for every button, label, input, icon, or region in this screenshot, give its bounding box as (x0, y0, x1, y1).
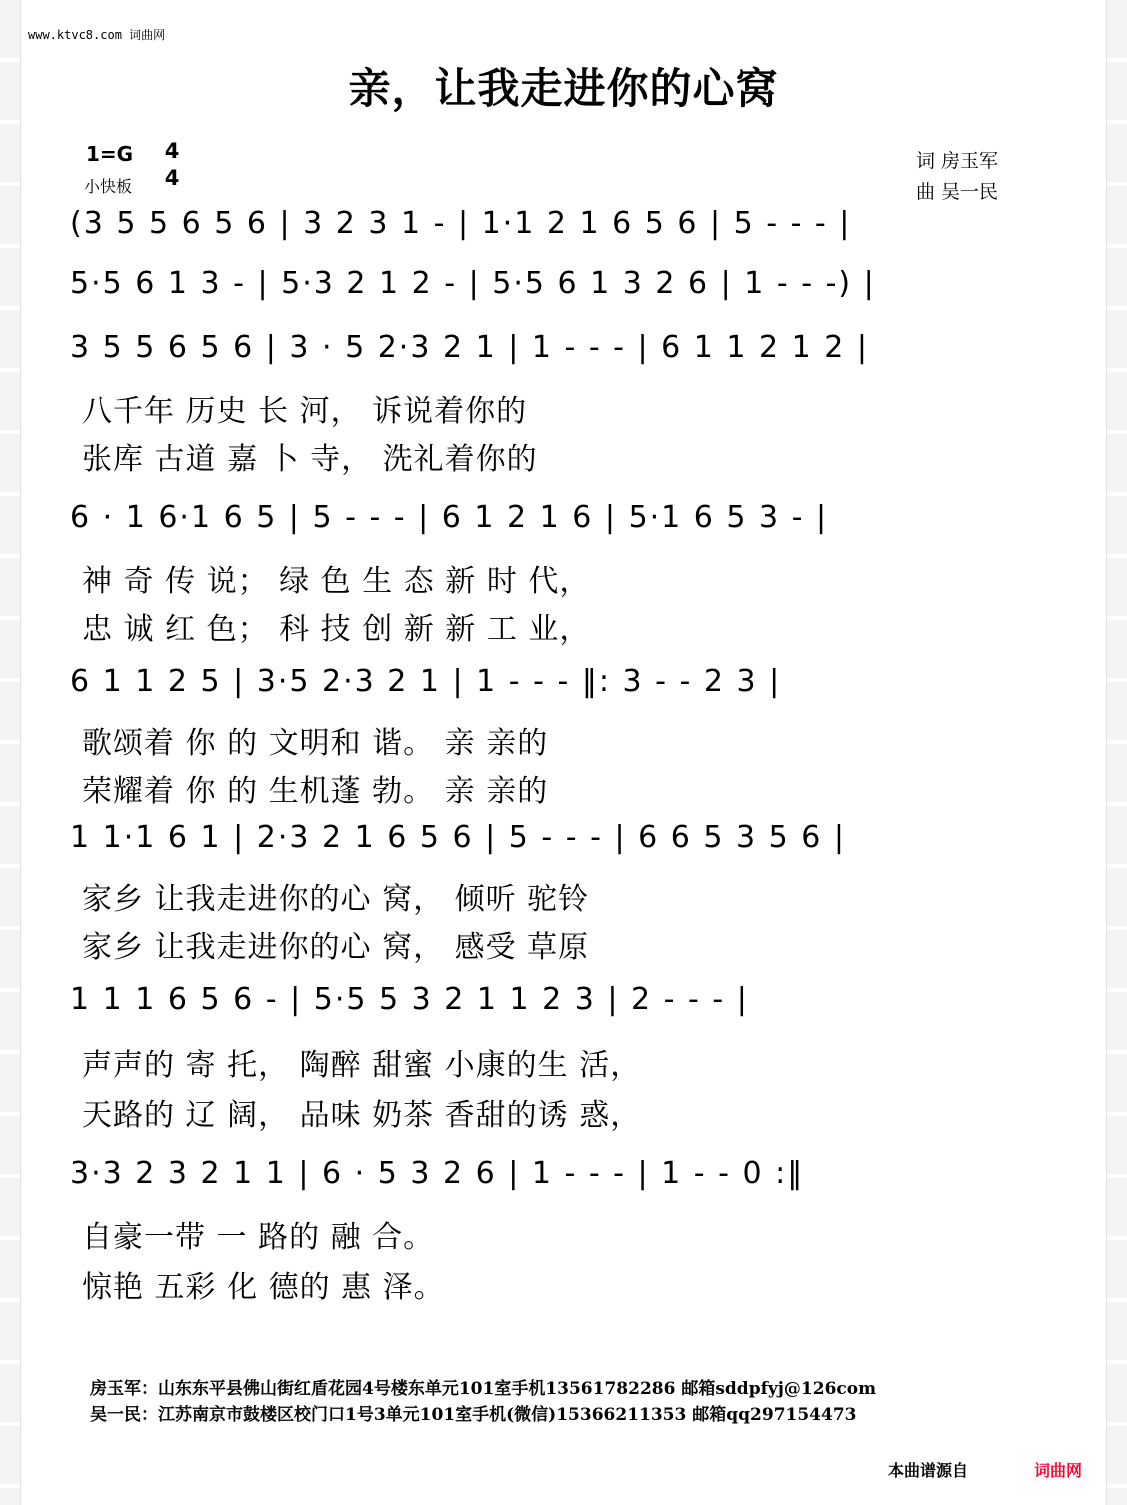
lyric-line: 惊艳 五彩 化 德的 惠 泽。 (82, 1270, 445, 1305)
source-label: 本曲谱源自 (888, 1461, 969, 1480)
right-watermark-strip (1106, 0, 1127, 1505)
composer: 曲 吴一民 (916, 181, 999, 203)
lyric-line: 荣耀着 你 的 生机蓬 勃。 亲 亲的 (82, 774, 549, 809)
lyric-line: 神 奇 传 说； 绿 色 生 态 新 时 代， (82, 564, 591, 599)
notation-line: (3 5 5 6 5 6 | 3 2 3 1 - | 1·1 2 1 6 5 6 | 5 - - - | (70, 206, 852, 241)
key-signature: 1=G (86, 142, 134, 166)
notation-line: 5·5 6 1 3 - | 5·3 2 1 2 - | 5·5 6 1 3 2 6 | 1 - - -) | (70, 266, 876, 301)
lyric-line: 天路的 辽 阔， 品味 奶茶 香甜的诱 惑， (82, 1098, 642, 1133)
watermark-url: www.ktvc8.com 词曲网 (28, 28, 166, 42)
lyric-line: 张库 古道 嘉 卜 寺， 洗礼着你的 (82, 442, 538, 477)
notation-line: 1 1 1 6 5 6 - | 5·5 5 3 2 1 1 2 3 | 2 - - - | (70, 982, 749, 1017)
lyric-line: 忠 诚 红 色； 科 技 创 新 新 工 业， (82, 612, 591, 647)
notation-line: 3·3 2 3 2 1 1 | 6 · 5 3 2 6 | 1 - - - | 1 - - 0 :‖ (70, 1156, 805, 1191)
left-watermark-strip (0, 0, 21, 1505)
lyric-line: 歌颂着 你 的 文明和 谐。 亲 亲的 (82, 726, 549, 761)
lyric-line: 家乡 让我走进你的心 窝， 感受 草原 (82, 930, 590, 965)
lyric-line: 声声的 寄 托， 陶醉 甜蜜 小康的生 活， (82, 1048, 642, 1083)
lyricist: 词 房玉军 (916, 150, 999, 172)
notation-line: 3 5 5 6 5 6 | 3 · 5 2·3 2 1 | 1 - - - | 6 1 1 2 1 2 | (70, 330, 870, 365)
source-site-link[interactable]: 词曲网 (1034, 1461, 1083, 1480)
time-signature-bottom: 4 (164, 166, 180, 190)
lyric-line: 自豪一带 一 路的 融 合。 (82, 1220, 435, 1255)
lyric-line: 八千年 历史 长 河， 诉说着你的 (82, 394, 528, 429)
contact-lyricist: 房玉军：山东东平县佛山街红盾花园4号楼东单元101室手机13561782286 邮箱sddpfyj@126com (90, 1379, 877, 1399)
contact-composer: 吴一民：江苏南京市鼓楼区校门口1号3单元101室手机(微信)15366211353 邮箱qq297154473 (90, 1405, 857, 1425)
credits (916, 146, 998, 208)
tempo-marking: 小快板 (84, 177, 133, 196)
notation-line: 6 1 1 2 5 | 3·5 2·3 2 1 | 1 - - - ‖: 3 - - 2 3 | (70, 664, 782, 699)
notation-line: 1 1·1 6 1 | 2·3 2 1 6 5 6 | 5 - - - | 6 6 5 3 5 6 | (70, 820, 846, 855)
notation-line: 6 · 1 6·1 6 5 | 5 - - - | 6 1 2 1 6 | 5·1 6 5 3 - | (70, 500, 829, 535)
time-signature (162, 138, 182, 192)
lyric-line: 家乡 让我走进你的心 窝， 倾听 驼铃 (82, 882, 590, 917)
song-title: 亲，让我走进你的心窝 (348, 64, 779, 113)
time-signature-top: 4 (164, 139, 180, 163)
